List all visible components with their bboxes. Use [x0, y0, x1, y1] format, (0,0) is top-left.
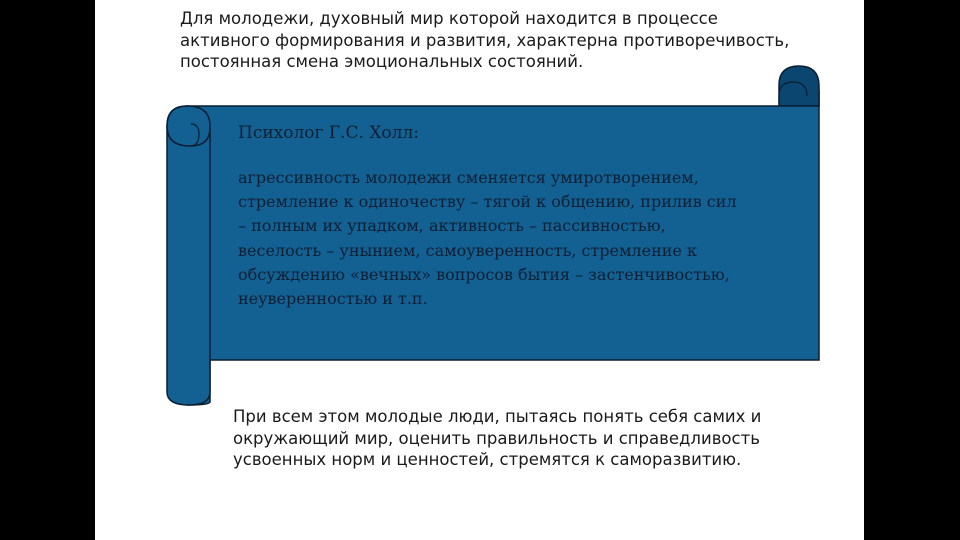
outro-line: усвоенных норм и ценностей, стремятся к саморазвитию.: [233, 450, 742, 469]
slide: [95, 0, 864, 540]
outro-line: При всем этом молодые люди, пытаясь понять себя самих и: [233, 407, 762, 426]
scroll-title: Психолог Г.С. Холл:: [238, 123, 419, 143]
scroll-body-line: – полным их упадком, активность – пассивностью,: [238, 216, 666, 236]
scroll-body-line: веселость – унынием, самоуверенность, стремление к: [238, 240, 697, 260]
scroll-body-line: агрессивность молодежи сменяется умиротворением,: [238, 168, 699, 187]
outro-paragraph: [233, 406, 793, 471]
outro-line: окружающий мир, оценить правильность и справедливость: [233, 428, 760, 448]
scroll-body-line: стремление к одиночеству – тягой к общению, прилив сил: [238, 192, 737, 212]
scroll-body-line: неуверенностью и т.п.: [238, 289, 428, 309]
intro-line: постоянная смена эмоциональных состояний.: [180, 52, 584, 71]
intro-line: Для молодежи, духовный мир которой находится в процессе: [180, 9, 718, 28]
intro-line: активного формирования и развития, характерна противоречивость,: [180, 30, 790, 50]
scroll-body: [238, 166, 737, 311]
scroll-body-line: обсуждению «вечных» вопросов бытия – застенчивостью,: [238, 264, 730, 284]
